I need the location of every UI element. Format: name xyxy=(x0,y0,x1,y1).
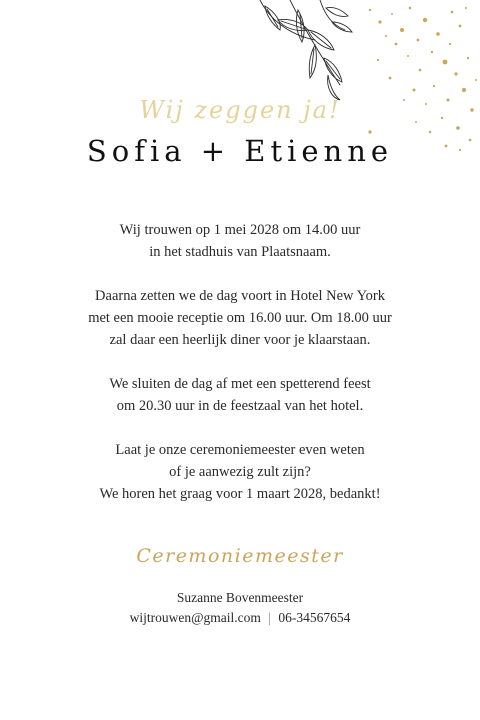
contact-heading: Ceremoniemeester xyxy=(136,545,344,567)
text-line: We sluiten de dag af met een spetterend feest xyxy=(109,376,371,392)
contact-details xyxy=(0,610,480,626)
contact-separator: | xyxy=(268,610,271,625)
text-line: We horen het graag voor 1 maart 2028, bedankt! xyxy=(99,486,381,502)
text-line: Daarna zetten we de dag voort in Hotel New York xyxy=(95,288,385,304)
text-line: Laat je onze ceremoniemeester even weten xyxy=(115,442,365,458)
script-heading: Wij zeggen ja! xyxy=(139,96,341,124)
paragraph-ceremony xyxy=(40,219,440,263)
paragraph-reception xyxy=(40,285,440,351)
contact-phone: 06-34567654 xyxy=(278,610,351,625)
text-line: in het stadhuis van Plaatsnaam. xyxy=(149,244,331,260)
contact-email: wijtrouwen@gmail.com xyxy=(129,610,261,625)
text-line: om 20.30 uur in de feestzaal van het hotel. xyxy=(116,398,364,414)
couple-names: Sofia + Etienne xyxy=(86,134,394,168)
text-line: zal daar een heerlijk diner voor je klaarstaan. xyxy=(109,332,371,348)
contact-name: Suzanne Bovenmeester xyxy=(176,590,304,605)
invitation-body xyxy=(40,219,440,527)
text-line: met een mooie receptie om 16.00 uur. Om 18.00 uur xyxy=(88,310,392,326)
paragraph-party xyxy=(40,373,440,417)
text-line: Wij trouwen op 1 mei 2028 om 14.00 uur xyxy=(119,222,361,238)
paragraph-rsvp xyxy=(40,439,440,505)
gold-confetti xyxy=(368,7,477,151)
text-line: of je aanwezig zult zijn? xyxy=(169,464,311,480)
